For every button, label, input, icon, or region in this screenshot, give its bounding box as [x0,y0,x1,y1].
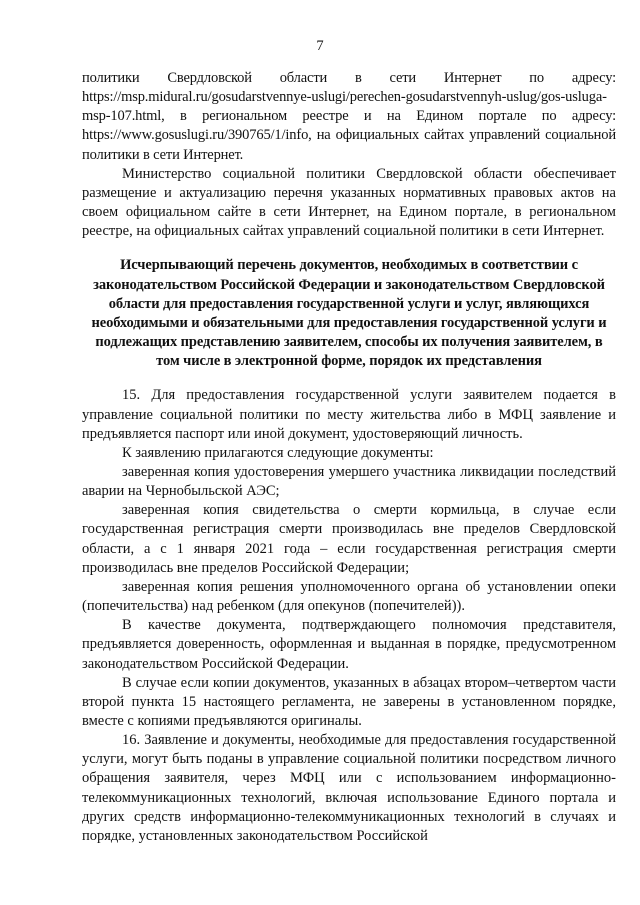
paragraph-originals: В случае если копии документов, указанных в абзацах втором–четвертом части второй пункта 15 настоящего регламента, не заверены в установленном порядке, вместе с копиями предъявляются оригиналы. [82,674,616,729]
section-heading: Исчерпывающий перечень документов, необходимых в соответствии с законодательством Российской Федерации и законодательством Свердловской области для предоставления государственной услуги и услуг, являющихся необходимыми и обязательными для предоставления государственной услуги и подлежащих представлению заявителем, способы их получения заявителем, в том числе в электронной форме, порядок их представления [91,257,607,370]
spacer [82,371,616,386]
page-number: 7 [316,38,324,54]
paragraph-item-15: 15. Для предоставления государственной услуги заявителем подается в управление социальной политики по месту жительства либо в МФЦ заявление и предъявляется паспорт или иной документ, удостоверяющий личность. [82,387,616,442]
page-content [82,69,616,846]
paragraph-item-16: 16. Заявление и документы, необходимые для предоставления государственной услуги, могут быть поданы в управление социальной политики посредством личного обращения заявителя, через МФЦ или с использованием информационно-телекоммуникационных технологий, включая использование Единого портала и других средств информационно-телекоммуникационных технологий в случаях и порядке, установленных законодательством Российской [82,732,616,844]
paragraph-attachments-intro: К заявлению прилагаются следующие документы: [122,444,434,461]
paragraph-doc-guardianship: заверенная копия решения уполномоченного органа об установлении опеки (попечительства) над ребенком (для опекунов (попечителей)). [82,578,616,615]
paragraph-sources-continuation: политики Свердловской области в сети Интернет по адресу: https://msp.midural.ru/gosudarstvennye-uslugi/perechen-gosudarstvennyh-uslug/gos-usluga-msp-107.html, в региональном реестре и на Едином портале по адресу: https://www.gosuslugi.ru/390765/1/info, на официальных сайтах управлений социальной политики в сети Интернет. [82,70,616,163]
paragraph-doc-certificate: заверенная копия удостоверения умершего участника ликвидации последствий аварии на Чернобыльской АЭС; [82,463,616,500]
paragraph-doc-death-certificate: заверенная копия свидетельства о смерти кормильца, в случае если государственная регистрация смерти производилась вне пределов Свердловской области, а с 1 января 2021 года – если государственная регистрация смерти производилась вне пределов Российской Федерации; [82,502,616,576]
paragraph-representative: В качестве документа, подтверждающего полномочия представителя, предъявляется доверенность, оформленная и выданная в порядке, предусмотренном законодательством Российской Федерации. [82,617,616,672]
spacer [82,241,616,256]
paragraph-ministry-publication: Министерство социальной политики Свердловской области обеспечивает размещение и актуализацию перечня указанных нормативных правовых актов на своем официальном сайте в сети Интернет, на Едином портале, в региональном реестре, на официальных сайтах управлений социальной политики в сети Интернет. [82,165,616,240]
